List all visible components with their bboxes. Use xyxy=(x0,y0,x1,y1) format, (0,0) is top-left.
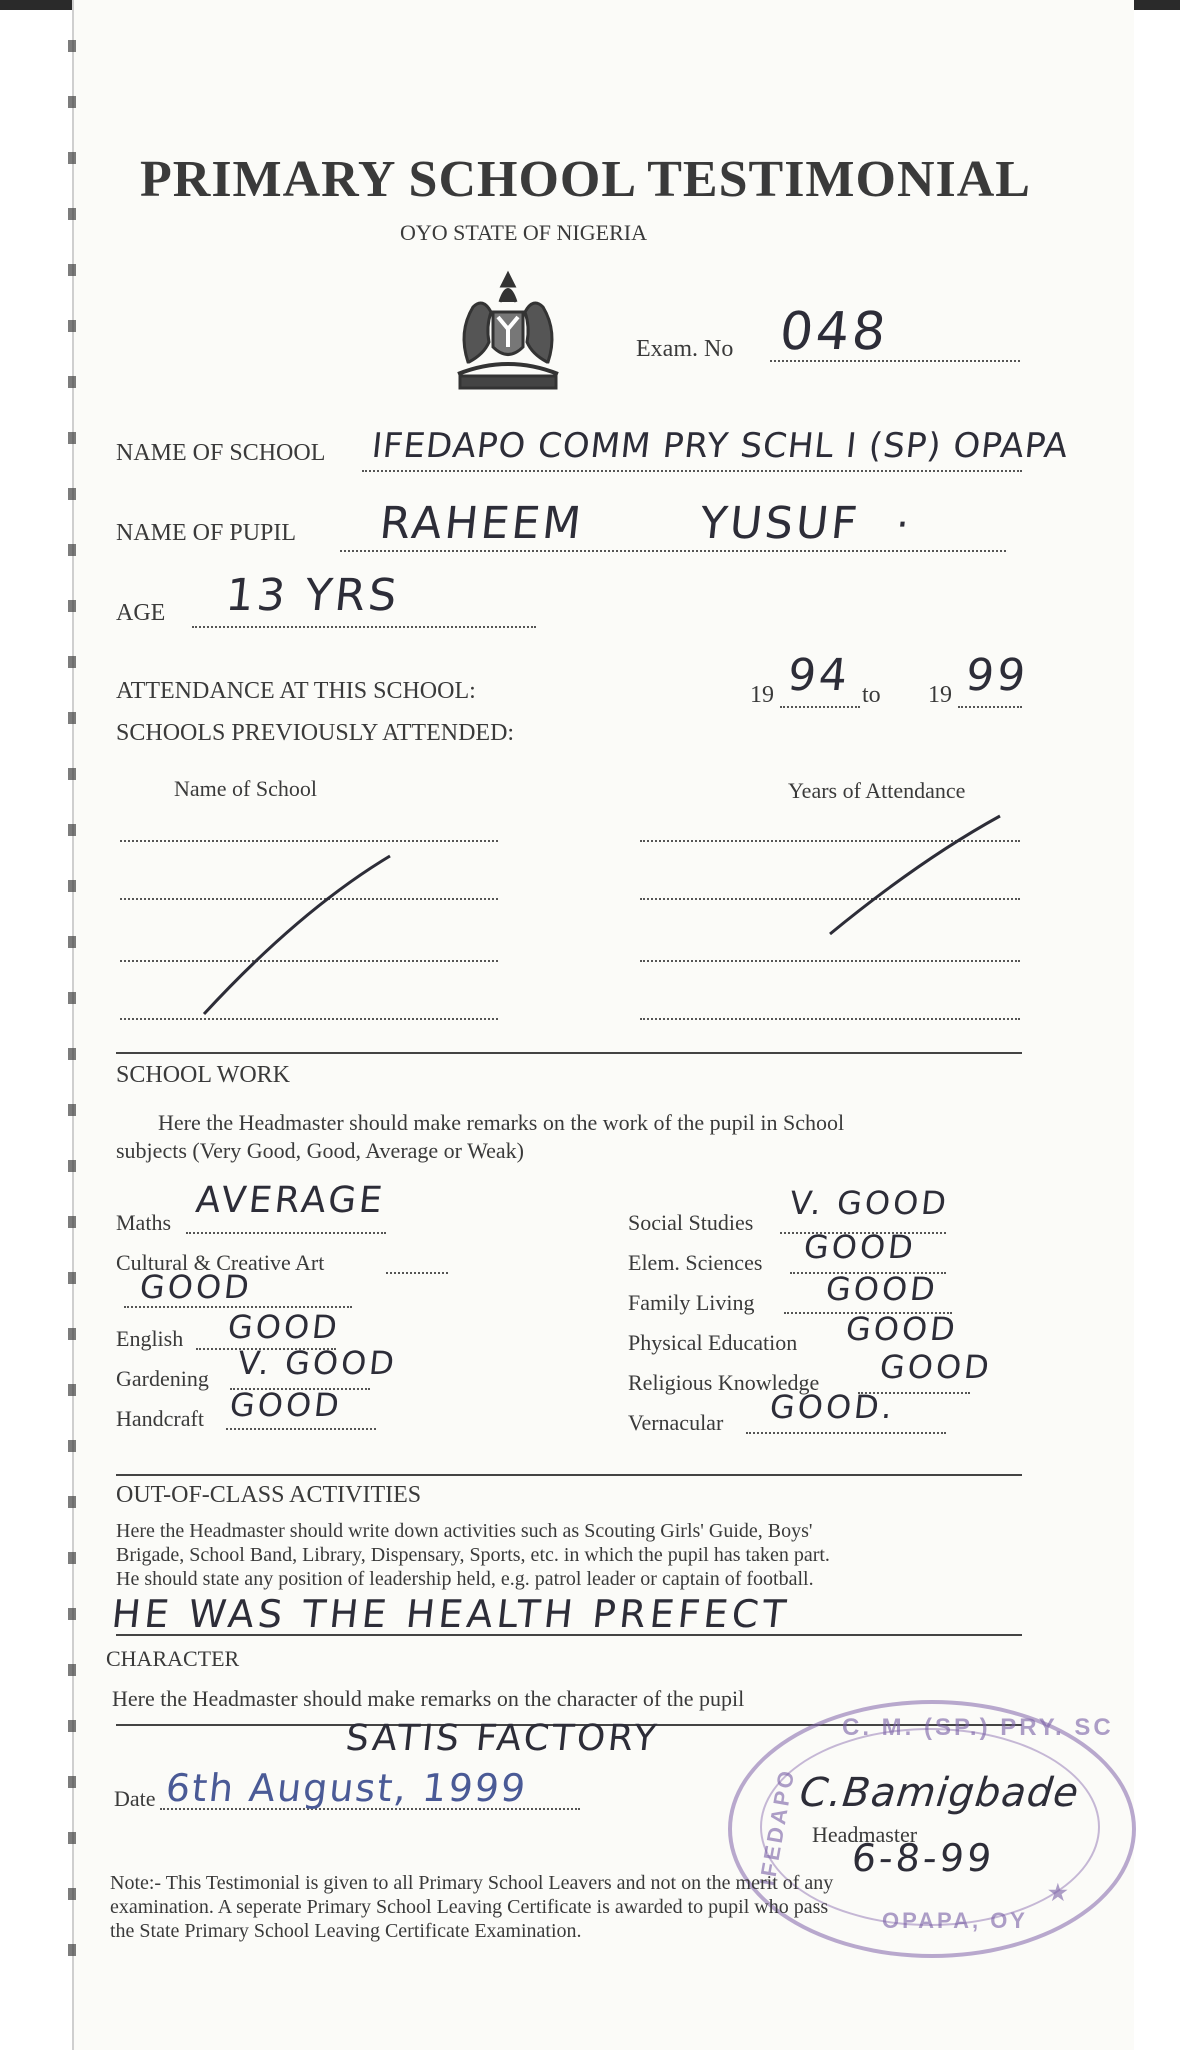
pupil-first-name: RAHEEM xyxy=(377,498,587,549)
perforated-edge xyxy=(68,40,76,2000)
subject-line-maths xyxy=(186,1232,386,1234)
activities-instruction-1: Here the Headmaster should write down activities such as Scouting Girls' Guide, Boys' xyxy=(116,1520,813,1542)
coat-of-arms-icon xyxy=(438,262,578,397)
headmaster-signed-date: 6-8-99 xyxy=(849,1836,997,1880)
strike-through-mark xyxy=(190,850,410,1020)
subject-label-gardening: Gardening xyxy=(116,1366,209,1391)
attendance-to-value: 99 xyxy=(963,650,1031,701)
subject-value-social-studies: V. GOOD xyxy=(788,1184,951,1222)
previous-years-line-4 xyxy=(640,1018,1020,1020)
subject-value-cultural-creative-art: GOOD xyxy=(138,1268,254,1306)
subject-label-family-living: Family Living xyxy=(628,1290,755,1315)
attendance-label: ATTENDANCE AT THIS SCHOOL: xyxy=(116,678,476,704)
previous-schools-label: SCHOOLS PREVIOUSLY ATTENDED: xyxy=(116,720,515,746)
pupil-last-name: YUSUF xyxy=(697,498,863,549)
activities-value: HE WAS THE HEALTH PREFECT xyxy=(109,1592,792,1636)
school-name-value: IFEDAPO COMM PRY SCHL I (SP) OPAPA xyxy=(369,426,1071,466)
date-value: 6th August, 1999 xyxy=(163,1766,530,1810)
subject-label-handcraft: Handcraft xyxy=(116,1406,204,1431)
subject-label-english: English xyxy=(116,1326,184,1351)
exam-number-label: Exam. No xyxy=(636,336,734,362)
strike-through-mark xyxy=(820,810,1010,940)
subject-label-social-studies: Social Studies xyxy=(628,1210,754,1235)
school-name-line xyxy=(362,470,1022,472)
subject-label-elem-sciences: Elem. Sciences xyxy=(628,1250,763,1275)
subject-value-english: GOOD xyxy=(226,1308,342,1346)
character-instruction: Here the Headmaster should make remarks on the character of the pupil xyxy=(112,1686,745,1711)
subject-value-family-living: GOOD xyxy=(824,1270,940,1308)
attendance-to-word: to xyxy=(862,682,881,708)
section-divider xyxy=(116,1474,1022,1476)
subject-line-cultural-creative-art xyxy=(386,1272,448,1274)
school-stamp xyxy=(728,1700,1136,1958)
date-label: Date xyxy=(114,1786,156,1811)
pupil-name-line xyxy=(340,550,1006,552)
pupil-name-mark: · xyxy=(893,502,915,548)
age-line xyxy=(192,626,536,628)
attendance-to-prefix: 19 xyxy=(928,682,952,708)
activities-answer-line xyxy=(116,1634,1022,1636)
subject-value-physical-education: GOOD xyxy=(844,1310,960,1348)
section-divider xyxy=(116,1052,1022,1054)
headmaster-label: Headmaster xyxy=(812,1822,918,1847)
document-title: PRIMARY SCHOOL TESTIMONIAL xyxy=(140,151,1031,208)
subject-label-maths: Maths xyxy=(116,1210,171,1235)
subject-value-gardening: V. GOOD xyxy=(236,1344,399,1382)
stamp-top-text: C. M. (SP.) PRY. SC xyxy=(842,1714,1114,1741)
character-value: SATIS FACTORY xyxy=(343,1718,661,1759)
subject-value-vernacular: GOOD. xyxy=(768,1388,897,1426)
document-subtitle: OYO STATE OF NIGERIA xyxy=(400,220,647,245)
school-work-instruction-1: Here the Headmaster should make remarks on the work of the pupil in School xyxy=(158,1110,845,1135)
previous-years-line-3 xyxy=(640,960,1020,962)
attendance-from-value: 94 xyxy=(785,650,853,701)
subject-line-handcraft xyxy=(226,1428,376,1430)
attendance-to-line xyxy=(958,706,1022,708)
subject-label-physical-education: Physical Education xyxy=(628,1330,798,1355)
activities-instruction-2: Brigade, School Band, Library, Dispensary, Sports, etc. in which the pupil has taken part. xyxy=(116,1544,830,1566)
subject-line-vernacular xyxy=(746,1432,946,1434)
note-line-1: Note:- This Testimonial is given to all Primary School Leavers and not on the merit of any xyxy=(110,1872,834,1894)
school-work-heading: SCHOOL WORK xyxy=(116,1062,291,1088)
subject-value-religious-knowledge: GOOD xyxy=(878,1348,994,1386)
headmaster-signature: C.Bamigbade xyxy=(797,1770,1082,1816)
subject-label-religious-knowledge: Religious Knowledge xyxy=(628,1370,820,1395)
previous-name-column: Name of School xyxy=(174,776,317,801)
subject-label-vernacular: Vernacular xyxy=(628,1410,724,1435)
age-value: 13 YRS xyxy=(223,570,403,621)
star-icon: ★ xyxy=(1048,1880,1068,1905)
pupil-name-label: NAME OF PUPIL xyxy=(116,520,297,546)
character-heading: CHARACTER xyxy=(106,1646,240,1671)
attendance-from-line xyxy=(780,706,860,708)
attendance-from-prefix: 19 xyxy=(750,682,774,708)
activities-heading: OUT-OF-CLASS ACTIVITIES xyxy=(116,1482,422,1508)
activities-instruction-3: He should state any position of leadership held, e.g. patrol leader or captain of football. xyxy=(116,1568,814,1590)
previous-name-line-1 xyxy=(120,840,498,842)
subject-value-maths: AVERAGE xyxy=(193,1180,388,1221)
school-name-label: NAME OF SCHOOL xyxy=(116,440,326,466)
age-label: AGE xyxy=(116,600,166,626)
note-line-3: the State Primary School Leaving Certificate Examination. xyxy=(110,1920,582,1942)
stamp-left-text: IFEDAPO xyxy=(754,1766,800,1888)
note-line-2: examination. A seperate Primary School Leaving Certificate is awarded to pupil who pass xyxy=(110,1896,829,1918)
exam-number-value: 048 xyxy=(776,302,892,362)
subject-value-handcraft: GOOD xyxy=(228,1386,344,1424)
previous-years-column: Years of Attendance xyxy=(788,778,966,803)
subject-value-elem-sciences: GOOD xyxy=(802,1228,918,1266)
stamp-bottom-text: OPAPA, OY xyxy=(882,1908,1028,1933)
school-work-instruction-2: subjects (Very Good, Good, Average or Weak) xyxy=(116,1138,524,1163)
subject-label-cultural-creative-art: Cultural & Creative Art xyxy=(116,1250,325,1275)
